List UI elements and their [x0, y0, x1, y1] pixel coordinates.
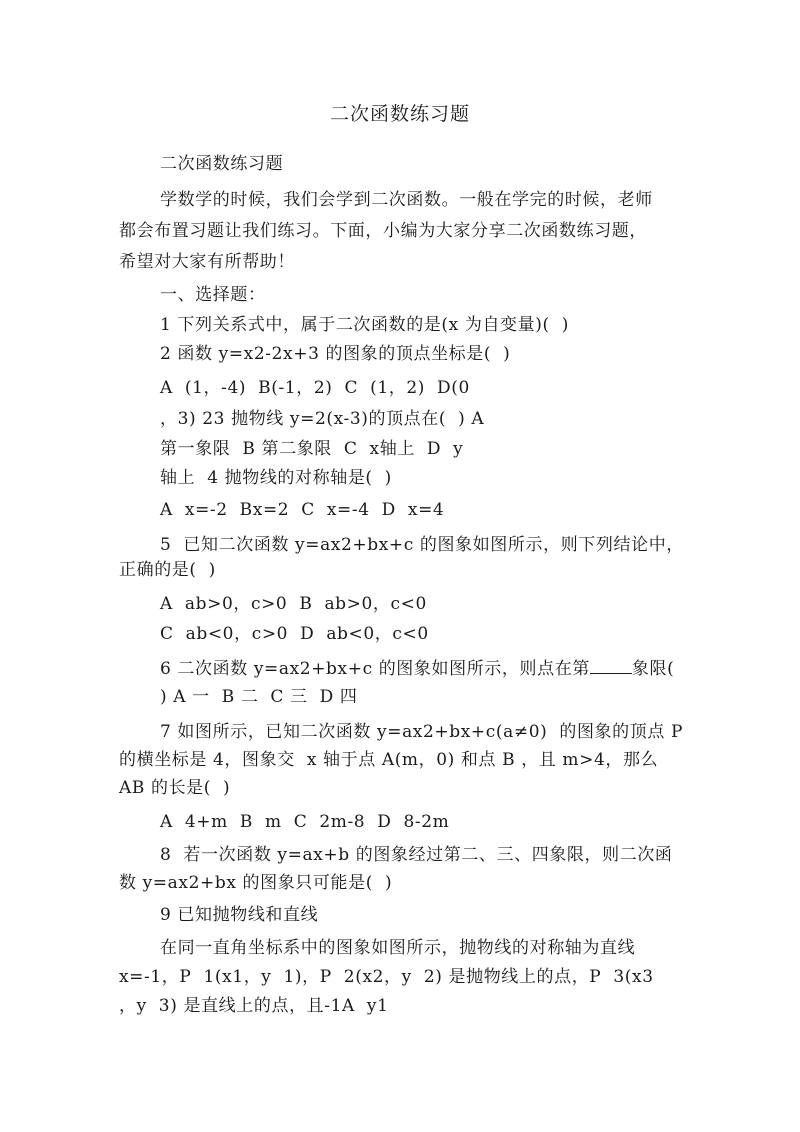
intro-line-3: 希望对大家有所帮助！ [119, 252, 295, 272]
question-9: 9 已知抛物线和直线 [160, 905, 319, 925]
answer-blank [590, 659, 632, 674]
intro-line-1: 学数学的时候，我们会学到二次函数。一般在学完的时候，老师 [160, 190, 653, 210]
question-5: 5 已知二次函数 y=ax2+bx+c 的图象如图所示，则下列结论中， [160, 535, 684, 555]
question-7: 7 如图所示，已知二次函数 y=ax2+bx+c(a≠0) 的图象的顶点 P [160, 722, 683, 742]
question-9-cont: 在同一直角坐标系中的图象如图所示，抛物线的对称轴为直线 [160, 938, 636, 958]
options-line: 第一象限 B 第二象限 C x轴上 D y [160, 439, 464, 459]
question-6 [160, 657, 674, 681]
question-2: 2 函数 y=x2-2x+3 的图象的顶点坐标是( ) [160, 344, 511, 364]
question-7-cont: 的横坐标是 4，图象交 x 轴于点 A(m，0) 和点 B ，且 m>4，那么 [119, 750, 659, 770]
intro-line-2: 都会布置习题让我们练习。下面，小编为大家分享二次函数练习题， [119, 221, 647, 241]
part-heading: 一、选择题： [160, 285, 266, 305]
question-6-text: 6 二次函数 y=ax2+bx+c 的图象如图所示，则点在第 [160, 659, 590, 679]
question-6-tail: 象限( [631, 659, 675, 679]
options-line: A ab>0，c>0 B ab>0，c<0 [160, 594, 427, 614]
options-line: A (1，-4) B(-1，2) C (1，2) D(0 [160, 378, 470, 398]
options-line: ) A 一 B 二 C 三 D 四 [160, 687, 358, 707]
options-line: A 4+m B m C 2m-8 D 8-2m [160, 812, 450, 832]
document-title: 二次函数练习题 [329, 103, 470, 125]
options-line: C ab<0，c>0 D ab<0，c<0 [160, 624, 429, 644]
section-heading: 二次函数练习题 [160, 154, 284, 174]
question-8: 8 若一次函数 y=ax+b 的图象经过第二、三、四象限，则二次函 [160, 845, 673, 865]
options-line: A x=-2 Bx=2 C x=-4 D x=4 [160, 500, 445, 520]
question-8-cont: 数 y=ax2+bx 的图象只可能是( ) [119, 873, 393, 893]
question-5-cont: 正确的是( ) [119, 560, 216, 580]
question-9-cont: ，y 3) 是直线上的点，且-1A y1 [119, 996, 389, 1016]
question-1: 1 下列关系式中，属于二次函数的是(x 为自变量)( ) [160, 315, 569, 335]
question-3-line: ，3) 23 抛物线 y=2(x-3)的顶点在( ) A [160, 409, 485, 429]
question-4-line: 轴上 4 抛物线的对称轴是( ) [160, 468, 392, 488]
question-7-cont: AB 的长是( ) [119, 778, 231, 798]
question-9-cont: x=-1，P 1(x1，y 1)，P 2(x2，y 2) 是抛物线上的点，P 3(x3 [119, 967, 654, 987]
